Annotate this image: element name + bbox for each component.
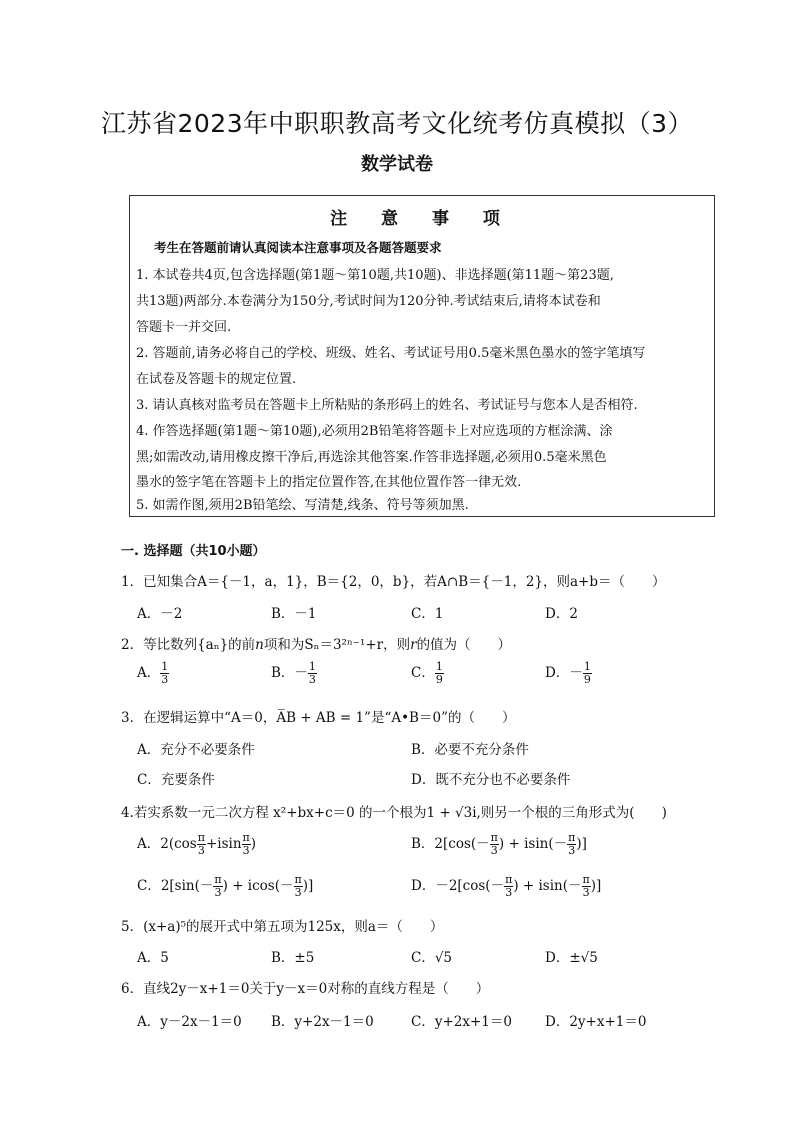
q2-d-label: D．－	[545, 665, 583, 681]
q5-option-c: C．√5	[411, 950, 453, 966]
q1-option-a: A．－2	[137, 606, 183, 622]
q2-stem-n: n	[255, 637, 264, 653]
q6-option-a: A．y－2x－1＝0	[137, 1014, 242, 1030]
notice-line: 答题卡一并交回.	[136, 320, 232, 335]
denominator: 3	[294, 886, 302, 899]
denominator: 3	[242, 844, 250, 857]
denominator: 3	[214, 886, 222, 899]
notice-line: 墨水的签字笔在答题卡上的指定位置作答,在其他位置作答一律无效.	[136, 475, 522, 490]
section-heading: 一. 选择题（共10小题）	[121, 544, 266, 559]
numerator: 1	[308, 660, 316, 673]
fraction	[490, 832, 499, 857]
denominator: 3	[161, 673, 169, 686]
numerator: π	[568, 831, 576, 844]
q4-b-mid: ) + isin(－	[498, 836, 568, 852]
fraction	[582, 874, 591, 899]
question-5-stem: 5．(x+a)⁵的展开式中第五项为125x，则a＝（ ）	[121, 919, 444, 935]
notice-line: 1. 本试卷共4页,包含选择题(第1题～第10题,共10题)、非选择题(第11题～第23题,	[136, 268, 614, 283]
question-1-stem: 1．已知集合A＝{－1，a，1}，B＝{2，0，b}，若A∩B＝{－1，2}，则a+b＝（ ）	[121, 574, 666, 590]
numerator: π	[505, 873, 513, 886]
notice-subtitle: 考生在答题前请认真阅读本注意事项及各题答题要求	[154, 240, 442, 255]
numerator: π	[197, 831, 205, 844]
q1-option-d: D．2	[545, 606, 578, 622]
q3-option-c: C．充要条件	[137, 772, 215, 788]
q1-option-c: C．1	[411, 606, 444, 622]
q4-c-mid: ) + icos(－	[222, 878, 294, 894]
denominator: 3	[197, 844, 205, 857]
fraction	[435, 661, 444, 686]
numerator: π	[214, 873, 222, 886]
q4-d-pre: D．－2[cos(－	[411, 878, 505, 894]
numerator: 1	[161, 660, 169, 673]
fraction	[504, 874, 513, 899]
q6-option-b: B．y+2x－1＝0	[271, 1014, 374, 1030]
q4-b-pre: B．2[cos(－	[411, 836, 490, 852]
denominator: 3	[582, 886, 590, 899]
notice-line: 3. 请认真核对监考员在答题卡上所粘贴的条形码上的姓名、考试证号与您本人是否相符.	[136, 398, 638, 413]
q4-a-post: )	[250, 836, 257, 852]
q2-a-label: A．	[137, 665, 161, 681]
notice-line: 2. 答题前,请务必将自己的学校、班级、姓名、考试证号用0.5毫米黑色墨水的签字笔填写	[136, 346, 646, 361]
question-6-stem: 6．直线2y－x+1＝0关于y－x＝0对称的直线方程是（ ）	[121, 981, 490, 997]
question-3-stem: 3．在逻辑运算中“A＝0，A̅B + AB = 1”是“A•B＝0”的（ ）	[121, 710, 516, 726]
fraction	[242, 832, 251, 857]
denominator: 9	[435, 673, 443, 686]
page-title: 江苏省2023年中职职教高考文化统考仿真模拟（3）	[100, 109, 694, 138]
numerator: π	[242, 831, 250, 844]
q4-option-a	[137, 832, 256, 857]
fraction	[567, 832, 576, 857]
q5-option-d: D．±√5	[545, 950, 598, 966]
q4-option-c	[137, 874, 313, 899]
q5-option-b: B．±5	[271, 950, 315, 966]
denominator: 3	[568, 844, 576, 857]
q4-option-d	[411, 874, 601, 899]
q2-option-c	[411, 661, 444, 686]
q2-stem-pre: 2．等比数列{aₙ}的前	[121, 637, 256, 653]
fraction	[213, 874, 222, 899]
page-subtitle: 数学试卷	[361, 154, 433, 175]
denominator: 9	[583, 673, 591, 686]
q2-stem-post: 的值为（ ）	[416, 637, 512, 653]
notice-line: 5. 如需作图,须用2B铅笔绘、写清楚,线条、符号等须加黑.	[136, 498, 469, 513]
q4-c-post: )]	[302, 878, 314, 894]
numerator: π	[294, 873, 302, 886]
question-2-stem	[121, 633, 511, 653]
numerator: π	[582, 873, 590, 886]
q2-stem-mid: 项和为Sₙ＝3²ⁿ⁻¹+r，则	[263, 637, 411, 653]
numerator: 1	[435, 660, 443, 673]
denominator: 3	[505, 886, 513, 899]
numerator: 1	[583, 660, 591, 673]
denominator: 3	[490, 844, 498, 857]
q4-a-mid: +isin	[205, 836, 242, 852]
notice-box	[129, 195, 715, 517]
fraction	[583, 661, 592, 686]
numerator: π	[490, 831, 498, 844]
q4-c-pre: C．2[sin(－	[137, 878, 214, 894]
q2-stem-r: r	[410, 637, 417, 653]
notice-line: 在试卷及答题卡的规定位置.	[136, 372, 297, 387]
question-4-stem: 4.若实系数一元二次方程 x²+bx+c＝0 的一个根为1 + √3i,则另一个根的三角形式为( )	[121, 805, 667, 821]
q6-option-c: C．y+2x+1＝0	[411, 1014, 512, 1030]
q2-b-label: B．－	[271, 665, 308, 681]
q4-b-post: )]	[576, 836, 587, 852]
q6-option-d: D．2y+x+1＝0	[545, 1014, 647, 1030]
fraction	[160, 661, 169, 686]
q3-option-d: D．既不充分也不必要条件	[411, 772, 571, 788]
fraction	[197, 832, 206, 857]
notice-title: 注 意 事 项	[330, 209, 514, 229]
q4-option-b	[411, 832, 587, 857]
q1-option-b: B．－1	[271, 606, 317, 622]
q4-d-post: )]	[590, 878, 602, 894]
notice-line: 共13题)两部分.本卷满分为150分,考试时间为120分钟.考试结束后,请将本试卷和	[136, 294, 601, 309]
q5-option-a: A．5	[137, 950, 169, 966]
q2-option-b	[271, 661, 317, 686]
q2-option-a	[137, 661, 169, 686]
q4-a-pre: A．2(cos	[137, 836, 197, 852]
notice-line: 黑;如需改动,请用橡皮擦干净后,再选涂其他答案.作答非选择题,必须用0.5毫米黑色	[136, 450, 607, 465]
q3-option-a: A．充分不必要条件	[137, 742, 255, 758]
fraction	[294, 874, 303, 899]
notice-line: 4. 作答选择题(第1题～第10题),必须用2B铅笔将答题卡上对应选项的方框涂满、涂	[136, 424, 613, 439]
denominator: 3	[308, 673, 316, 686]
q2-option-d	[545, 661, 592, 686]
q3-option-b: B．必要不充分条件	[411, 742, 529, 758]
q4-d-mid: ) + isin(－	[513, 878, 582, 894]
fraction	[308, 661, 317, 686]
q2-c-label: C．	[411, 665, 435, 681]
